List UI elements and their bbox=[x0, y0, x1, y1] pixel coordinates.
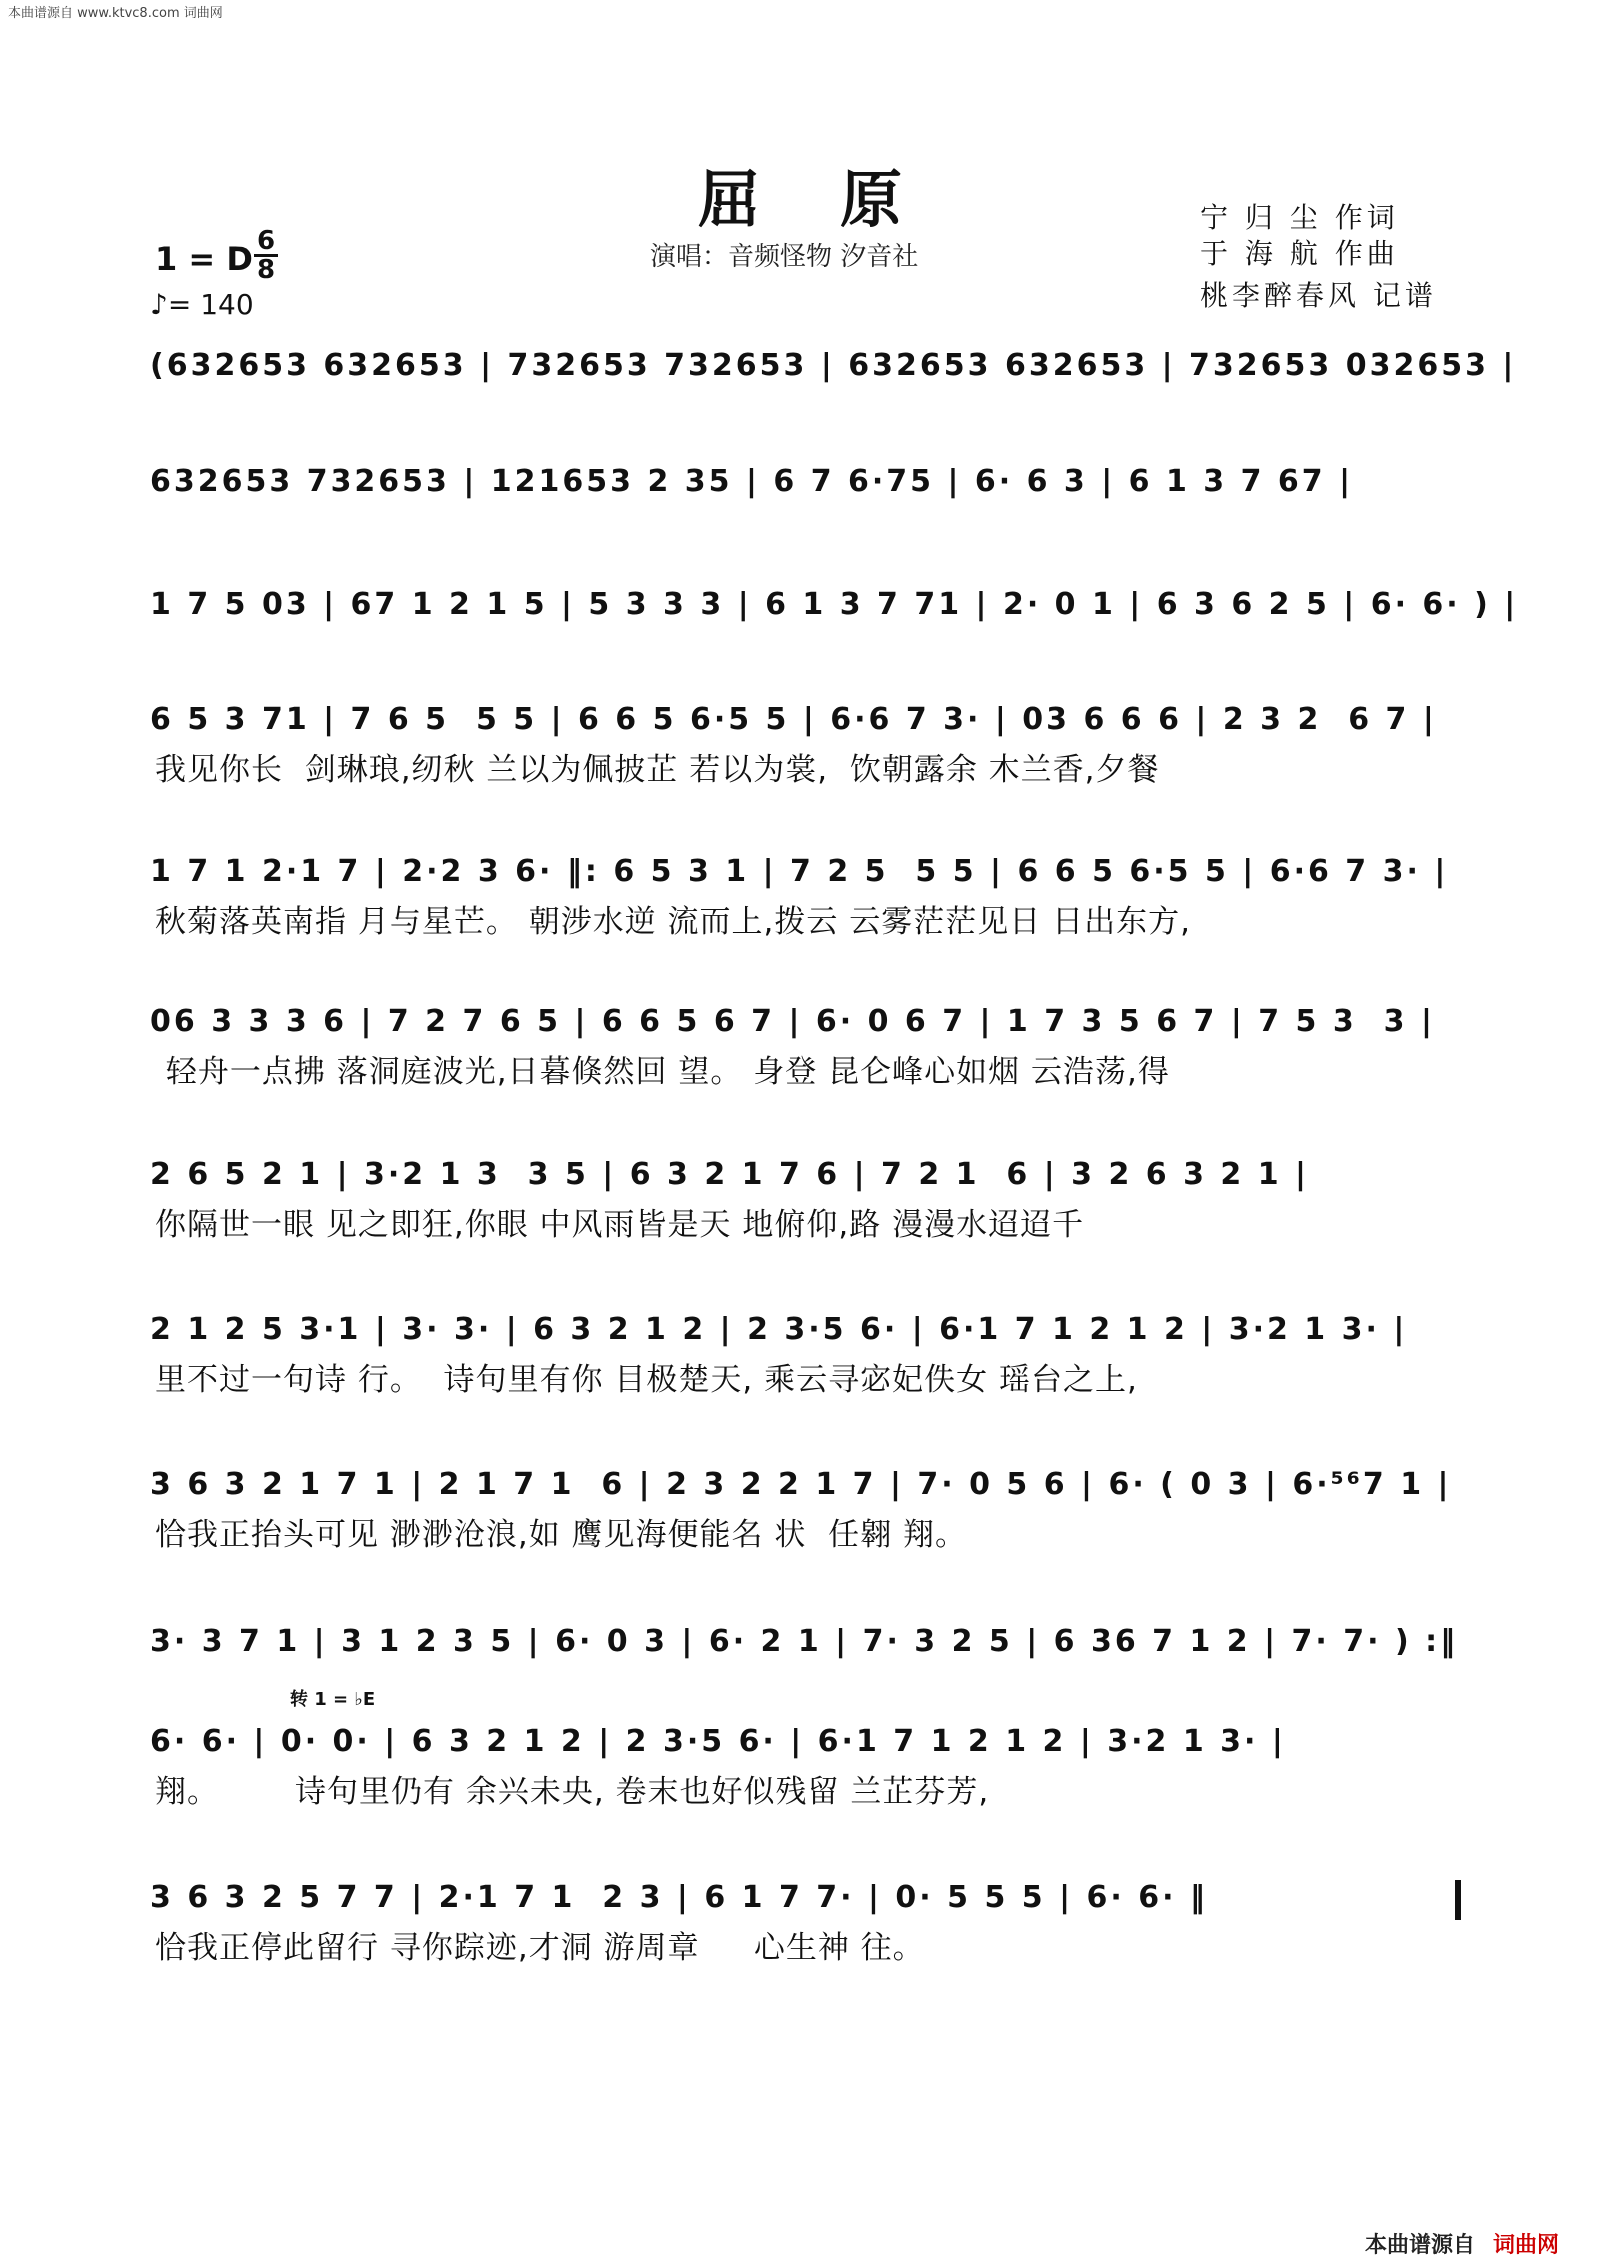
key-change-marking: 转 1 = ♭E bbox=[290, 1689, 376, 1710]
tempo-marking: ♪= 140 bbox=[150, 288, 254, 321]
time-signature-top: 6 bbox=[256, 226, 276, 256]
notation-line-1: (632653 632653 | 732653 732653 | 632653 632653 | 732653 032653 | bbox=[150, 348, 1517, 383]
singer-credit: 演唱：音频怪物 汐音社 bbox=[650, 242, 919, 272]
lyrics-line-4: 我见你长 剑琳琅,纫秋 兰以为佩披芷 若以为裳, 饮朝露余 木兰香,夕餐 bbox=[155, 752, 1160, 788]
final-barline bbox=[1455, 1880, 1461, 1920]
notation-line-8: 2 1 2 5 3·1 | 3· 3· | 6 3 2 1 2 | 2 3·5 6· | 6·1 7 1 2 1 2 | 3·2 1 3· | bbox=[150, 1312, 1408, 1347]
transcriber-credit: 桃李醉春风 记谱 bbox=[1200, 279, 1437, 312]
notation-line-10: 3· 3 7 1 | 3 1 2 3 5 | 6· 0 3 | 6· 2 1 | 7· 3 2 5 | 6 36 7 1 2 | 7· 7· ) :‖ bbox=[150, 1624, 1459, 1659]
footer-watermark bbox=[1365, 2228, 1559, 2259]
notation-line-12: 3 6 3 2 5 7 7 | 2·1 7 1 2 3 | 6 1 7 7· | 0· 5 5 5 | 6· 6· ‖ bbox=[150, 1880, 1208, 1915]
lyrics-line-6: 轻舟一点拂 落洞庭波光,日暮倏然回 望。 身登 昆仑峰心如烟 云浩荡,得 bbox=[155, 1054, 1170, 1090]
footer-watermark-left: 本曲谱源自 bbox=[1365, 2233, 1476, 2258]
lyrics-line-11: 翔。 诗句里仍有 余兴未央, 卷末也好似残留 兰芷芬芳, bbox=[155, 1774, 990, 1810]
lyrics-line-9: 恰我正抬头可见 渺渺沧浪,如 鹰见海便能名 状 任翱 翔。 bbox=[155, 1517, 967, 1553]
notation-line-11: 6· 6· | 0· 0· | 6 3 2 1 2 | 2 3·5 6· | 6·1 7 1 2 1 2 | 3·2 1 3· | bbox=[150, 1724, 1286, 1759]
lyricist-credit: 宁 归 尘 作词 bbox=[1200, 201, 1399, 234]
notation-line-5: 1 7 1 2·1 7 | 2·2 3 6· ‖: 6 5 3 1 | 7 2 5 5 5 | 6 6 5 6·5 5 | 6·6 7 3· | bbox=[150, 854, 1449, 889]
lyrics-line-12: 恰我正停此留行 寻你踪迹,才洞 游周章 心生神 往。 bbox=[155, 1930, 925, 1966]
source-watermark: 本曲谱源自 www.ktvc8.com 词曲网 bbox=[8, 6, 223, 21]
lyrics-line-7: 你隔世一眼 见之即狂,你眼 中风雨皆是天 地俯仰,路 漫漫水迢迢千 bbox=[155, 1207, 1085, 1243]
notation-line-7: 2 6 5 2 1 | 3·2 1 3 3 5 | 6 3 2 1 7 6 | 7 2 1 6 | 3 2 6 3 2 1 | bbox=[150, 1157, 1309, 1192]
lyrics-line-5: 秋菊落英南指 月与星芒。 朝涉水逆 流而上,拨云 云雾茫茫见日 日出东方, bbox=[155, 904, 1191, 940]
notation-line-6: 06 3 3 3 6 | 7 2 7 6 5 | 6 6 5 6 7 | 6· 0 6 7 | 1 7 3 5 6 7 | 7 5 3 3 | bbox=[150, 1004, 1435, 1039]
footer-watermark-right: 词曲网 bbox=[1493, 2233, 1560, 2258]
key-signature: 1 = D bbox=[155, 240, 253, 278]
notation-line-9: 3 6 3 2 1 7 1 | 2 1 7 1 6 | 2 3 2 2 1 7 | 7· 0 5 6 | 6· ( 0 3 | 6·⁵⁶7 1 | bbox=[150, 1467, 1452, 1502]
song-title: 屈原 bbox=[697, 163, 982, 236]
time-signature-bottom: 8 bbox=[256, 255, 276, 285]
notation-line-3: 1 7 5 03 | 67 1 2 1 5 | 5 3 3 3 | 6 1 3 7 71 | 2· 0 1 | 6 3 6 2 5 | 6· 6· ) | bbox=[150, 587, 1519, 622]
lyrics-line-8: 里不过一句诗 行。 诗句里有你 目极楚天, 乘云寻宓妃佚女 瑶台之上, bbox=[155, 1362, 1138, 1398]
notation-line-4: 6 5 3 71 | 7 6 5 5 5 | 6 6 5 6·5 5 | 6·6 7 3· | 03 6 6 6 | 2 3 2 6 7 | bbox=[150, 702, 1437, 737]
composer-credit: 于 海 航 作曲 bbox=[1200, 237, 1399, 270]
notation-line-2: 632653 732653 | 121653 2 35 | 6 7 6·75 | 6· 6 3 | 6 1 3 7 67 | bbox=[150, 464, 1354, 499]
time-signature bbox=[252, 228, 280, 283]
